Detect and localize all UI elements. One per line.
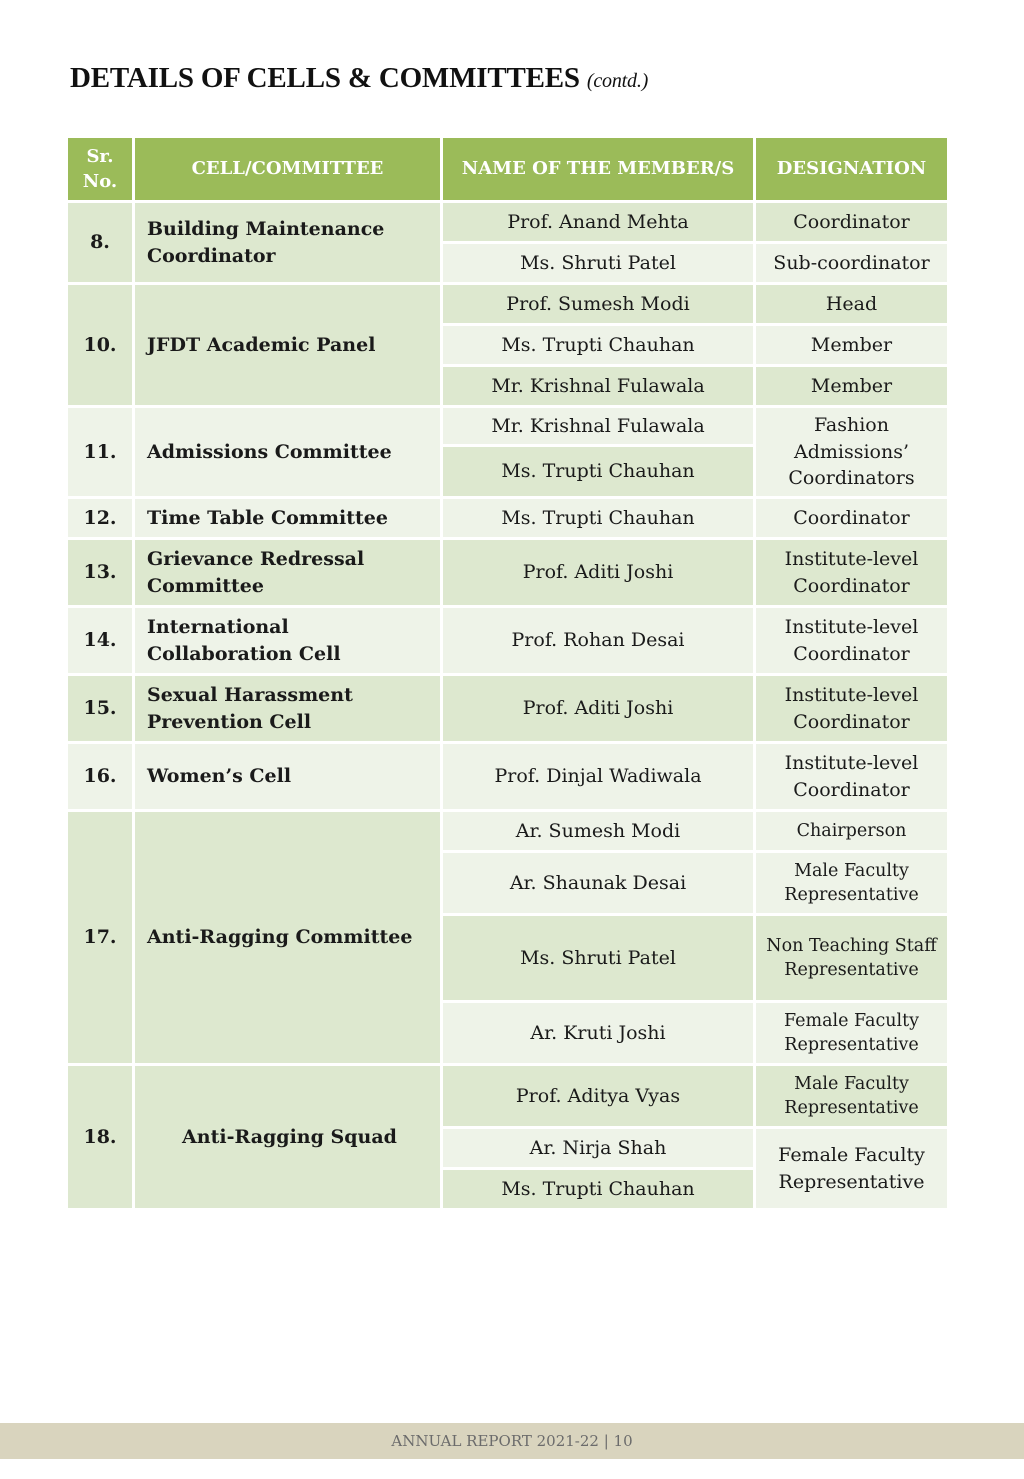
header-cell-committee: CELL/COMMITTEE	[135, 138, 440, 200]
member-name: Prof. Sumesh Modi	[443, 285, 753, 323]
sr-number: 18.	[68, 1066, 132, 1208]
member-name: Prof. Anand Mehta	[443, 203, 753, 241]
designation: Member	[756, 326, 947, 364]
designation: Chairperson	[756, 812, 947, 850]
committee-name: Time Table Committee	[135, 499, 440, 537]
table-row	[68, 744, 947, 809]
member-name: Mr. Krishnal Fulawala	[443, 408, 753, 444]
member-name: Ar. Shaunak Desai	[443, 853, 753, 913]
member-name: Ar. Nirja Shah	[443, 1129, 753, 1167]
page-footer: ANNUAL REPORT 2021-22 | 10	[0, 1423, 1024, 1459]
table-row	[68, 540, 947, 605]
designation: Institute-level Coordinator	[756, 676, 947, 741]
page-title	[70, 62, 648, 95]
designation: Female Faculty Representative	[756, 1129, 947, 1208]
table-row	[68, 285, 947, 323]
member-name: Ms. Trupti Chauhan	[443, 1170, 753, 1208]
designation: Male Faculty Representative	[756, 853, 947, 913]
sr-number: 15.	[68, 676, 132, 741]
table-row	[68, 499, 947, 537]
sr-number: 16.	[68, 744, 132, 809]
member-name: Prof. Aditya Vyas	[443, 1066, 753, 1126]
committee-name: International Collaboration Cell	[135, 608, 440, 673]
designation: Institute-level Coordinator	[756, 744, 947, 809]
sr-number: 10.	[68, 285, 132, 405]
member-name: Prof. Aditi Joshi	[443, 540, 753, 605]
committee-name: Anti-Ragging Squad	[135, 1066, 440, 1208]
committees-table	[65, 135, 950, 1211]
committee-name: Sexual Harassment Prevention Cell	[135, 676, 440, 741]
table-row	[68, 1066, 947, 1126]
committee-name: Admissions Committee	[135, 408, 440, 496]
table-header-row	[68, 138, 947, 200]
header-sr-no: Sr. No.	[68, 138, 132, 200]
member-name: Ms. Shruti Patel	[443, 244, 753, 282]
committee-name: Women’s Cell	[135, 744, 440, 809]
committee-name: Anti-Ragging Committee	[135, 812, 440, 1063]
designation: Head	[756, 285, 947, 323]
member-name: Ms. Shruti Patel	[443, 916, 753, 1000]
sr-number: 8.	[68, 203, 132, 282]
table-row	[68, 812, 947, 850]
member-name: Ar. Kruti Joshi	[443, 1003, 753, 1063]
designation: Male Faculty Representative	[756, 1066, 947, 1126]
committee-name: Grievance Redressal Committee	[135, 540, 440, 605]
designation: Sub-coordinator	[756, 244, 947, 282]
sr-number: 11.	[68, 408, 132, 496]
member-name: Ar. Sumesh Modi	[443, 812, 753, 850]
header-member-name: NAME OF THE MEMBER/S	[443, 138, 753, 200]
member-name: Ms. Trupti Chauhan	[443, 499, 753, 537]
member-name: Prof. Dinjal Wadiwala	[443, 744, 753, 809]
member-name: Prof. Rohan Desai	[443, 608, 753, 673]
sr-number: 14.	[68, 608, 132, 673]
designation: Institute-level Coordinator	[756, 540, 947, 605]
member-name: Ms. Trupti Chauhan	[443, 447, 753, 496]
designation: Non Teaching Staff Representative	[756, 916, 947, 1000]
sr-number: 12.	[68, 499, 132, 537]
table-row	[68, 676, 947, 741]
member-name: Prof. Aditi Joshi	[443, 676, 753, 741]
table-row	[68, 203, 947, 241]
title-contd: (contd.)	[586, 70, 649, 92]
header-designation: DESIGNATION	[756, 138, 947, 200]
designation: Coordinator	[756, 499, 947, 537]
designation: Fashion Admissions’ Coordinators	[756, 408, 947, 496]
member-name: Mr. Krishnal Fulawala	[443, 367, 753, 405]
member-name: Ms. Trupti Chauhan	[443, 326, 753, 364]
sr-number: 13.	[68, 540, 132, 605]
committee-name: Building Maintenance Coordinator	[135, 203, 440, 282]
table-row	[68, 608, 947, 673]
title-main: DETAILS OF CELLS & COMMITTEES	[70, 62, 580, 94]
table-row	[68, 408, 947, 444]
designation: Institute-level Coordinator	[756, 608, 947, 673]
designation: Member	[756, 367, 947, 405]
designation: Coordinator	[756, 203, 947, 241]
sr-number: 17.	[68, 812, 132, 1063]
committee-name: JFDT Academic Panel	[135, 285, 440, 405]
designation: Female Faculty Representative	[756, 1003, 947, 1063]
